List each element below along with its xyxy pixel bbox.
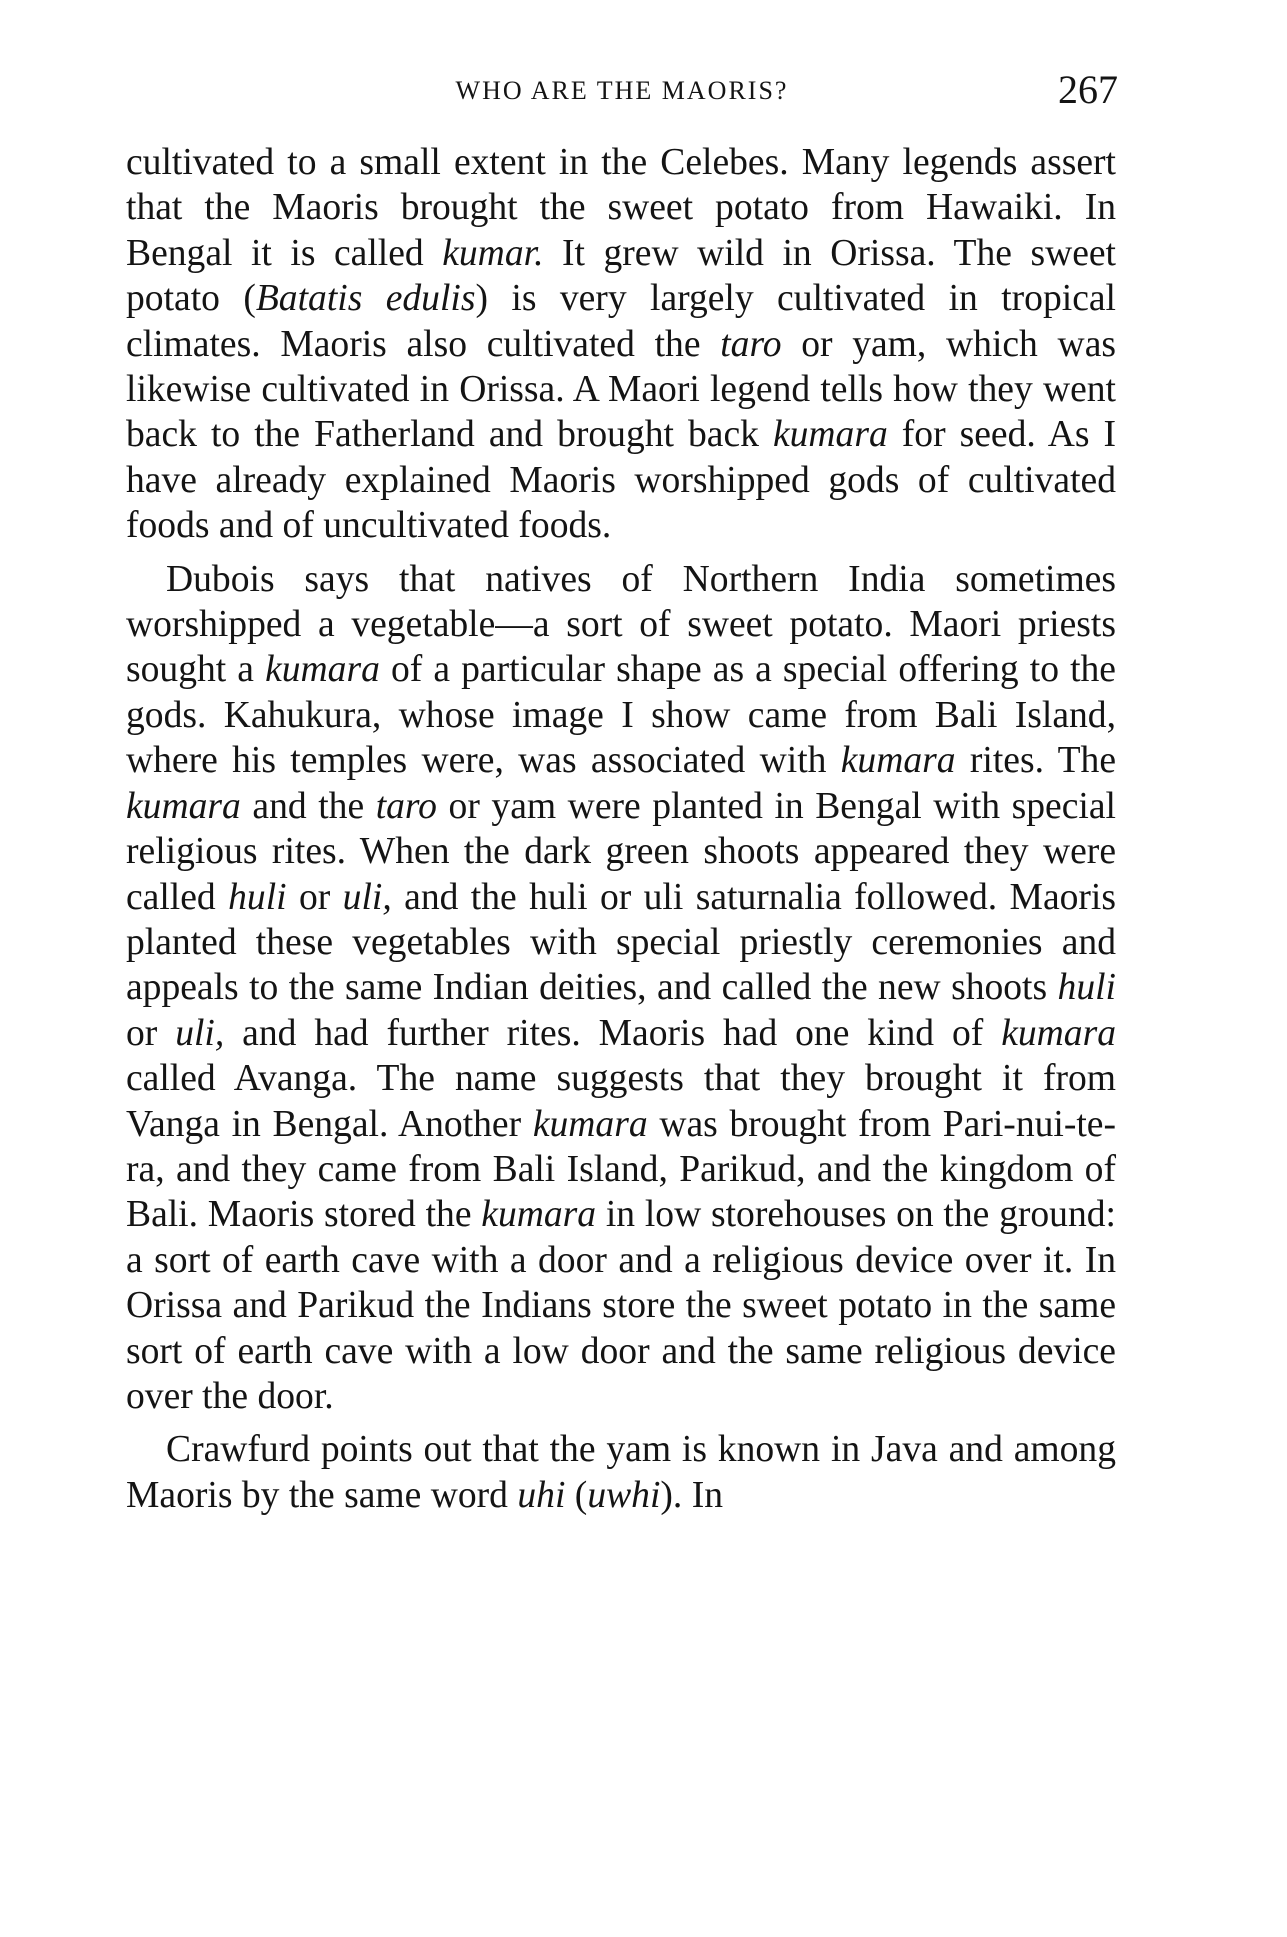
paragraph [126, 1427, 1116, 1518]
running-head-title: WHO ARE THE MAORIS? [455, 76, 789, 105]
text-run: rites. The [955, 740, 1117, 782]
text-run: and the huli or uli saturnalia followed. Maoris planted these vegetables with special priestly ceremonies and appeals to the same Indian deities, and called the new shoots [126, 876, 1116, 1009]
paragraph [126, 140, 1116, 549]
text-run: for seed. As I have already explained Maoris worshipped gods of cultivated foods and of uncultivated foods. [126, 414, 1116, 547]
italic-text-run: kumara [772, 414, 888, 456]
text-run: and the [240, 785, 376, 827]
italic-text-run: uhi [517, 1474, 566, 1516]
italic-text-run: uwhi [587, 1474, 661, 1516]
text-run: cultivated to a small extent in the Celebes. Many legends assert that the Maoris brought the sweet potato from Hawaiki. In Bengal it is called [126, 142, 1116, 274]
text-run: or [286, 876, 343, 918]
text-run: called Avanga. The name suggests that they brought it from Vanga in Bengal. Another [126, 1058, 1116, 1145]
text-run: was brought from Pari-nui-te-ra, and they came from Bali Island, Parikud, and the kingdom of Bali. Maoris stored the [126, 1103, 1116, 1236]
text-run: and had further rites. Maoris had one kind of [224, 1012, 1002, 1054]
page-number: 267 [1058, 67, 1118, 112]
text-run: Crawfurd points out that the yam is known in Java and among Maoris by the same word [126, 1429, 1116, 1516]
italic-text-run: kumara [126, 785, 241, 827]
italic-text-run: huli [1057, 967, 1116, 1009]
text-run: or yam, which was likewise cultivated in Orissa. A Maori legend tells how they went back to the Fatherland and brought back [126, 323, 1116, 456]
text-run: ). In [660, 1474, 724, 1516]
italic-text-run: kumara [1001, 1012, 1116, 1054]
italic-text-run: kumara [532, 1103, 648, 1145]
italic-text-run: taro [720, 323, 782, 365]
paragraph [126, 557, 1116, 1420]
italic-text-run: huli [228, 876, 287, 918]
italic-text-run: kumar. [442, 232, 544, 274]
text-run: or yam were planted in Bengal with special religious rites. When the dark green shoots appeared they were called [126, 785, 1116, 918]
text-run: It grew wild in Orissa. The sweet potato ( [126, 232, 1117, 320]
italic-text-run: uli, [175, 1012, 225, 1054]
italic-text-run: uli, [342, 876, 392, 918]
body-text [126, 140, 1116, 1518]
text-run: ( [565, 1474, 588, 1516]
italic-text-run: kumara [265, 649, 380, 691]
text-run: of a particular shape as a special offering to the gods. Kahukura, whose image I show came from Bali Island, where his temples were, was associated with [126, 649, 1116, 782]
text-run: or [126, 1012, 176, 1054]
text-run: in low storehouses on the ground: a sort of earth cave with a door and a religious device over it. In Orissa and Parikud the Indians store the sweet potato in the same sort of earth cave with a low door and the same religious device over the door. [126, 1194, 1116, 1417]
running-head [126, 68, 1118, 118]
italic-text-run: kumara [481, 1194, 597, 1236]
italic-text-run: kumara [840, 740, 956, 782]
italic-text-run: taro [375, 785, 437, 827]
text-run: ) is very largely cultivated in tropical climates. Maoris also cultivated the [126, 278, 1116, 365]
text-run: Dubois says that natives of Northern India sometimes worshipped a vegetable—a sort of sweet potato. Maori priests sought a [126, 558, 1116, 691]
italic-text-run: Batatis edulis [255, 278, 476, 320]
